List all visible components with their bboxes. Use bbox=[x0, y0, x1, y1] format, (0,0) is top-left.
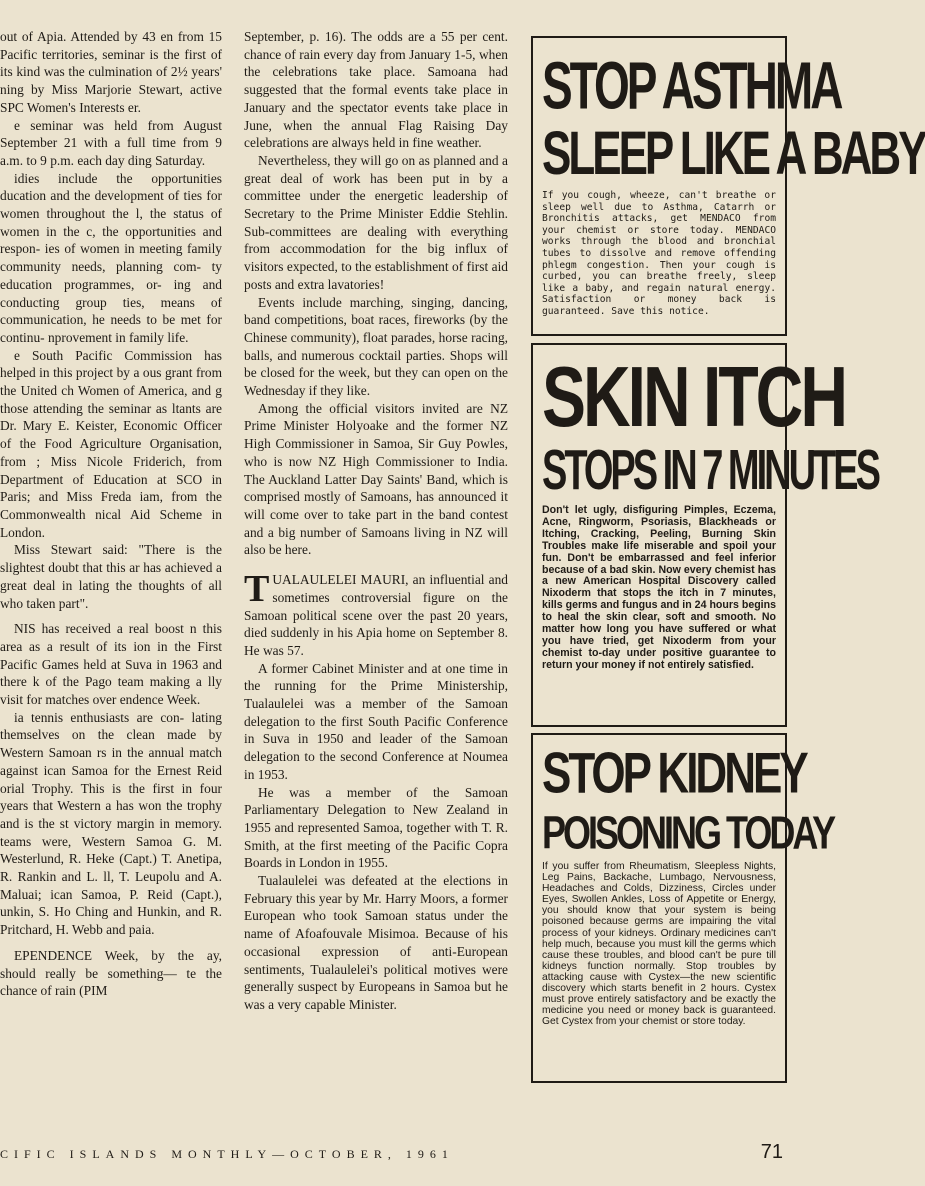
paragraph: ia tennis enthusiasts are con- lating themselves on the clean made by Western Samoan rs in the annual match against ican Samoa for the Ernest Reid orial Trophy. This is the first in four years that Western a has won the trophy and is the st victory margin in memory. teams were, Western Samoa G. M. Westerlund, R. Heke (Capt.) T. Anetipa, R. Rankin and L. ll, T. Leupolu and A. Maluai; ican Samoa, P. Reid (Capt.), unkin, S. Ho Ching and Hunkin, and R. Pritchard, H. Webb and paia. bbox=[0, 709, 222, 938]
paragraph: out of Apia. Attended by 43 en from 15 Pacific territories, seminar is the first of its kind was the culmination of 2½ years' ning by Miss Marjorie Stewart, active SPC Women's Interests er. bbox=[0, 29, 222, 115]
paragraph: September, p. 16). The odds are a 55 per cent. chance of rain every day from January 1-5, when the celebrations take place. Samoana had suggested that the formal events take place in January and the spectator events take place in June, when the annual Flag Raising Day celebrations are always held in fine weather. bbox=[244, 29, 508, 151]
paragraph: Miss Stewart said: "There is the slightest doubt that this ar has achieved a great deal in lating the thoughts of all who taken part". bbox=[0, 542, 222, 611]
paragraph: Among the official visitors invited are NZ Prime Minister Holyoake and the former NZ High Commissioner in Samoa, Sir Guy Powles, who is now NZ High Commissioner to India. The Auckland Latter Day Saints' Band, which is comprised mostly of Samoans, has announced it will come over to take part in the band contest and a big number of Samoans living in NZ will also be here. bbox=[244, 400, 508, 558]
ad-headline: SKIN ITCH bbox=[542, 347, 845, 444]
ad-body: If you suffer from Rheumatism, Sleepless Nights, Leg Pains, Backache, Lumbago, Nervousness, Headaches and Colds, Dizziness, Circles under Eyes, Swollen Ankles, Loss of Appetite or Energy, you should know that your system is being poisoned because germs are impairing the vital process of your kidneys. Ordinary medicines can't help much, because you must kill the germs which cause these troubles, and blood can't be pure till kidneys function normally. Stop troubles by attacking cause with Cystex—the new scientific discovery which starts benefit in 2 hours. Cystex must prove entirely satisfactory and be exactly the medicine you need or money back is guaranteed. Get Cystex from your chemist or store today. bbox=[542, 861, 776, 1028]
ad-headline: STOP KIDNEY bbox=[542, 741, 806, 806]
advertisement-kidney bbox=[531, 733, 834, 1083]
running-footer: CIFIC ISLANDS MONTHLY—OCTOBER, 1961 bbox=[0, 1147, 454, 1161]
ad-subheadline: SLEEP LIKE A BABY bbox=[542, 119, 925, 188]
paragraph: Nevertheless, they will go on as planned and a great deal of work has been put in by a committee under the energetic leadership of Secretary to the Prime Minister Eddie Stehlin. Sub-committees are dealing with everything from accommodation for the big influx of visitors expected, to the establishment of first aid posts and extra lavatories! bbox=[244, 152, 508, 292]
ad-body: If you cough, wheeze, can't breathe or sleep well due to Asthma, Catarrh or Bronchitis attacks, get MENDACO from your chemist or store today. MENDACO works through the blood and bronchial tubes to dissolve and remove offending phlegm congestion. Then your cough is curbed, you can breathe freely, sleep like a baby, and regain natural energy. Satisfaction or money back is guaranteed. Save this notice. bbox=[542, 190, 776, 317]
paragraph: A former Cabinet Minister and at one time in the running for the Prime Ministership, Tualaulelei was a member of the Samoan delegation to the first South Pacific Conference in Suva in 1950 and leader of the Samoan delegation to the second Conference at Noumea in 1953. bbox=[244, 660, 508, 782]
obituary-lead-text: UALAULELEI MAURI, an influential and sometimes controversial figure on the Samoan political scene over the past 20 years, died suddenly in his Apia home on September 8. He was 57. bbox=[244, 572, 508, 658]
advertisement-asthma bbox=[531, 36, 925, 336]
paragraph: He was a member of the Samoan Parliamentary Delegation to New Zealand in 1955 and represented Samoa, together with T. R. Smith, at the first meeting of the Pacific Copra Boards in London in 1955. bbox=[244, 784, 508, 871]
advertisement-skin-itch bbox=[531, 343, 878, 727]
page-footer bbox=[0, 1143, 801, 1167]
paragraph: idies include the opportunities ducation and the development of ties for women throughout the l, the status of women in the c, the opportunities and respon- ies of women in meeting family community needs, planning com- ty education programmes, or- ing and conducting group ties, means of communication, he needs to be met for continu- nprovement in family life. bbox=[0, 170, 222, 345]
paragraph: EPENDENCE Week, by the ay, should really be something— te the chance of rain (PIM bbox=[0, 947, 222, 999]
ad-body: Don't let ugly, disfiguring Pimples, Eczema, Acne, Ringworm, Psoriasis, Blackheads or Itching, Cracking, Peeling, Burning Skin Troubles make life miserable and spoil your fun. Don't be embarrassed and feel inferior because of a bad skin. Now every chemist has a new American Hospital Discovery called Nixoderm that stops the itch in 7 minutes, kills germs and fungus and in 24 hours begins to heal the skin clear, soft and smooth. No matter how long you have suffered or what you have tried, get Nixoderm from your chemist to-day under positive guarantee to return your money if not entirely satisfied. bbox=[542, 504, 776, 671]
column-left bbox=[0, 28, 222, 1000]
obituary-lead bbox=[244, 568, 508, 660]
paragraph: Events include marching, singing, dancing, band competitions, boat races, fireworks (by the Chinese community), float parades, horse racing, balls, and numerous cocktail parties. Shops will be closed for the week, but they can open on the Wednesday if they like. bbox=[244, 294, 508, 399]
page-number: 71 bbox=[760, 1141, 783, 1163]
column-middle bbox=[244, 28, 508, 1014]
paragraph: NIS has received a real boost n this area as a result of its ion in the First Pacific Games held at Suva in 1963 and there k of the Pago team making a lly visit for matches over endence Week. bbox=[0, 621, 222, 708]
paragraph: e South Pacific Commission has helped in this project by a ous grant from the United ch Women of America, and g those attending the seminar as ltants are Dr. Mary E. Keister, Economic Officer of the Food Agriculture Organisation, from ; Miss Nicole Friderich, from Department of Education at SCO in Paris; and Miss Freda iam, from the Commonwealth nical Aid Scheme in London. bbox=[0, 347, 222, 540]
ad-headline: STOP ASTHMA bbox=[542, 47, 841, 123]
ad-subheadline: POISONING TODAY bbox=[542, 805, 834, 859]
ad-subheadline: STOPS IN 7 MINUTES bbox=[542, 439, 878, 503]
paragraph: e seminar was held from August September 21 with a full time from 9 a.m. to 9 p.m. each day ding Saturday. bbox=[0, 117, 222, 168]
paragraph: Tualaulelei was defeated at the elections in February this year by Mr. Harry Moors, a former European who took Samoan status under the name of Afoafouvale Misimoa. Because of his occasional expression of anti-European sentiments, Tualaulelei's political motives were generally suspect by Europeans in Samoa but he was a very capable Minister. bbox=[244, 873, 508, 1012]
drop-cap: T bbox=[244, 568, 270, 611]
